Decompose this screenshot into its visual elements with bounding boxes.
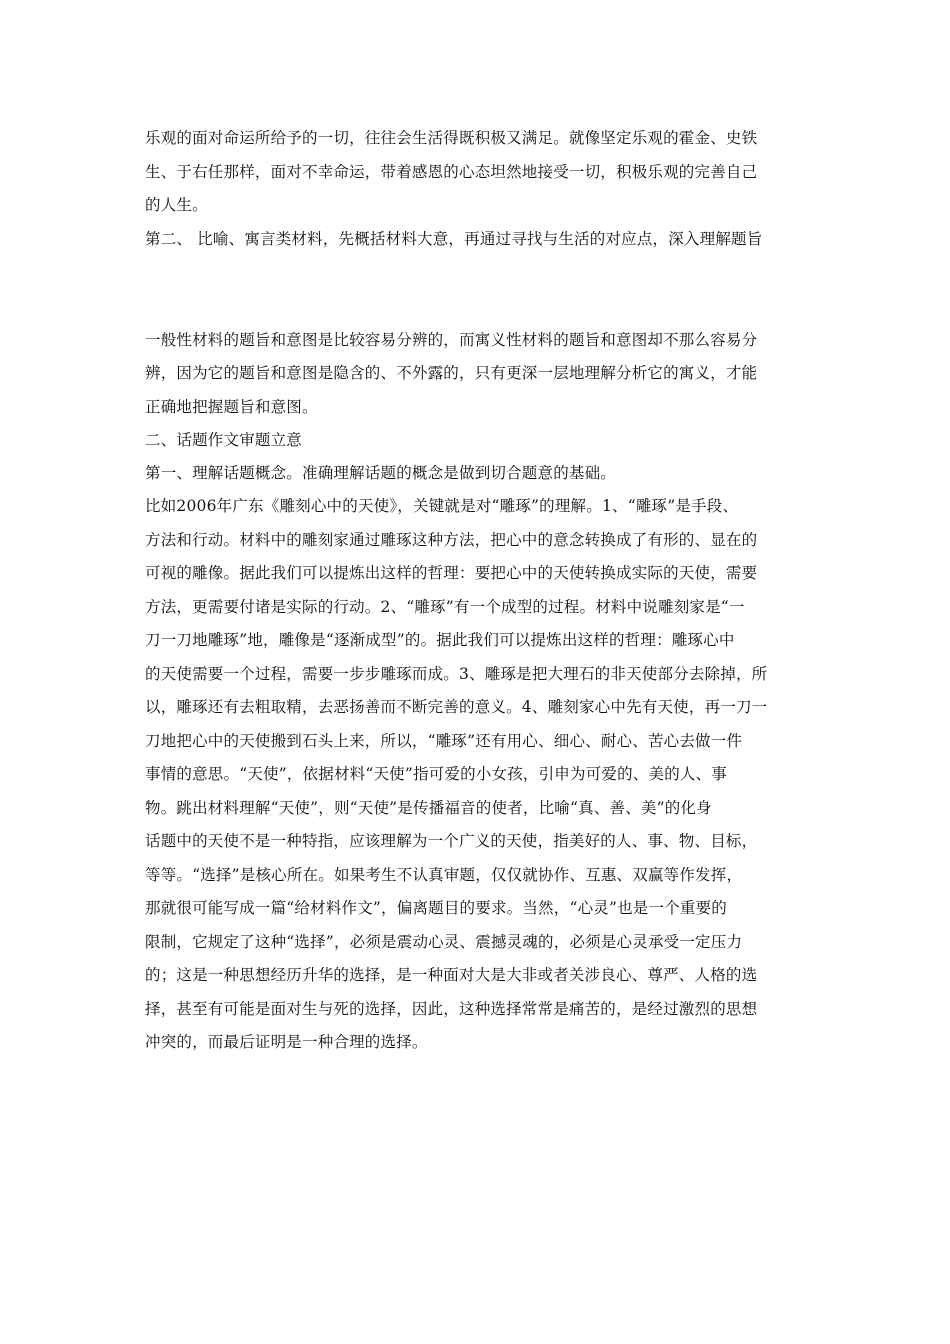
text-line: 可视的雕像。据此我们可以提炼出这样的哲理：要把心中的天使转换成实际的天使，需要 [145, 564, 758, 582]
paragraph-spacer [145, 256, 813, 324]
text-line: 的；这是一种思想经历升华的选择，是一种面对大是大非或者关涉良心、尊严、人格的选 [145, 966, 758, 984]
text-line: 刀一刀地雕琢”地，雕像是“逐渐成型”的。据此我们可以提炼出这样的哲理：雕琢心中 [145, 631, 735, 649]
text-line: 比如2006年广东《雕刻心中的天使》，关键就是对“雕琢”的理解。1、“雕琢”是手段、 [145, 497, 739, 515]
text-line: 辨，因为它的题旨和意图是隐含的、不外露的，只有更深一层地理解分析它的寓义，才能 [145, 364, 758, 382]
paragraph-allegory-intent [145, 324, 813, 425]
text-line: 刀地把心中的天使搬到石头上来，所以，“雕琢”还有用心、细心、耐心、苦心去做一件 [145, 731, 743, 750]
text-line: 方法和行动。材料中的雕刻家通过雕琢这种方法，把心中的意念转换成了有形的、显在的 [145, 530, 758, 549]
text-line: 择，甚至有可能是面对生与死的选择，因此，这种选择常常是痛苦的，是经过激烈的思想 [145, 999, 758, 1018]
heading-second-metaphor-material: 第二、 比喻、寓言类材料，先概括材料大意，再通过寻找与生活的对应点，深入理解题旨 [145, 229, 763, 248]
text-line: 冲突的，而最后证明是一种合理的选择。 [145, 1033, 428, 1051]
text-line: 等等。“选择”是核心所在。如果考生不认真审题，仅仅就协作、互惠、双赢等作发挥， [145, 865, 743, 884]
text-line: 事情的意思。“天使”，依据材料“天使”指可爱的小女孩，引申为可爱的、美的人、事 [145, 765, 727, 783]
text-line: 的人生。 [145, 196, 208, 214]
heading-first-understand-topic: 第一、理解话题概念。准确理解话题的概念是做到切合题意的基础。 [145, 464, 617, 482]
paragraph-carving-angel-example [145, 490, 813, 1060]
document-body [145, 122, 813, 1060]
text-line: 那就很可能写成一篇“给材料作文”，偏离题目的要求。当然，“心灵”也是一个重要的 [145, 899, 727, 917]
text-line: 限制，它规定了这种“选择”，必须是震动心灵、震撼灵魂的，必须是心灵承受一定压力 [145, 932, 743, 951]
text-line: 生、于右任那样，面对不幸命运，带着感恩的心态坦然地接受一切，积极乐观的完善自己 [145, 162, 758, 181]
text-line: 的天使需要一个过程，需要一步步雕琢而成。3、雕琢是把大理石的非天使部分去除掉，所 [145, 664, 768, 683]
text-line: 正确地把握题旨和意图。 [145, 397, 318, 416]
text-line: 一般性材料的题旨和意图是比较容易分辨的，而寓义性材料的题旨和意图却不那么容易分 [145, 330, 758, 349]
text-line: 方法，更需要付诸是实际的行动。2、“雕琢”有一个成型的过程。材料中说雕刻家是“一 [145, 597, 745, 616]
text-line: 话题中的天使不是一种特指，应该理解为一个广义的天使，指美好的人、事、物、目标， [145, 832, 758, 850]
text-line: 以，雕琢还有去粗取精，去恶扬善而不断完善的意义。4、雕刻家心中先有天使，再一刀一 [145, 698, 768, 716]
text-line: 乐观的面对命运所给予的一切，往往会生活得既积极又满足。就像坚定乐观的霍金、史铁 [145, 129, 758, 147]
text-line: 物。跳出材料理解“天使”，则“天使”是传播福音的使者，比喻“真、善、美”的化身 [145, 798, 712, 817]
heading-topic-essay: 二、话题作文审题立意 [145, 431, 303, 449]
paragraph-optimism-conclusion [145, 122, 813, 223]
